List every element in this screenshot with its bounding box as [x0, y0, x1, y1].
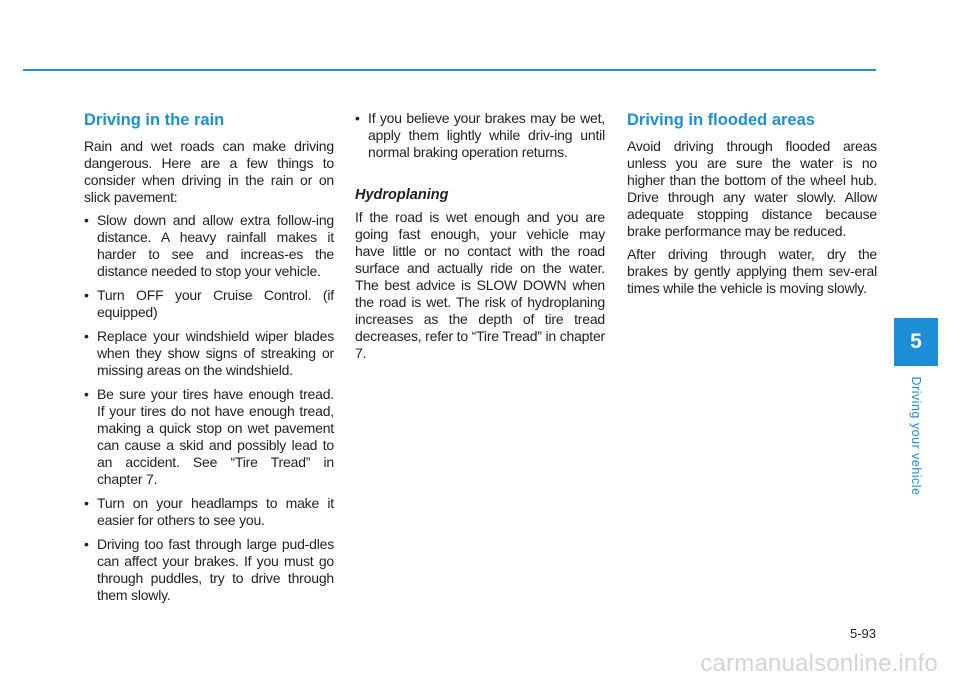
bullet-icon: •: [355, 110, 360, 126]
list-item: • Be sure your tires have enough tread. If your tires do not have enough tread, making a quick stop on wet pavement can cause a skid and possibly lead to an accident. See “Tire Tread” in chapter 7.: [84, 386, 334, 487]
chapter-title: Driving your vehicle: [909, 376, 923, 496]
rain-intro: Rain and wet roads can make driving dangerous. Here are a few things to consider when driving in the rain or on slick pavement:: [84, 138, 334, 205]
heading-driving-in-rain: Driving in the rain: [84, 111, 225, 129]
column-3: [627, 110, 877, 303]
list-item: • Turn on your headlamps to make it easier for others to see you.: [84, 495, 334, 528]
heading-hydroplaning: Hydroplaning: [355, 187, 449, 203]
bullet-icon: •: [84, 328, 89, 344]
list-item: • Turn OFF your Cruise Control. (if equipped): [84, 287, 334, 320]
bullet-icon: •: [84, 536, 89, 552]
heading-driving-in-flooded-areas: Driving in flooded areas: [627, 111, 815, 129]
bullet-icon: •: [84, 495, 89, 511]
rain-tips-list-continued: [355, 110, 605, 161]
bullet-icon: •: [84, 287, 89, 303]
page-number: 5-93: [849, 626, 876, 641]
watermark: carmanualsonline.info: [700, 650, 938, 677]
list-item: • If you believe your brakes may be wet, apply them lightly while driv-ing until normal braking operation returns.: [355, 110, 605, 160]
flooded-paragraph-1: Avoid driving through flooded areas unless you are sure the water is no higher than the bottom of the wheel hub. Drive through any water slowly. Allow adequate stopping distance because brake performance may be reduced.: [627, 138, 877, 239]
list-item: • Slow down and allow extra follow-ing distance. A heavy rainfall makes it harder to see and increas-es the distance needed to stop your vehicle.: [84, 212, 334, 279]
chapter-tab: 5: [894, 318, 938, 366]
column-2: [355, 110, 605, 368]
bullet-icon: •: [84, 386, 89, 402]
list-item: • Driving too fast through large pud-dles can affect your brakes. If you must go through puddles, try to drive through them slowly.: [84, 536, 334, 603]
hydroplaning-body: If the road is wet enough and you are going fast enough, your vehicle may have little or no contact with the road surface and actually ride on the water. The best advice is SLOW DOWN when the road is wet. The risk of hydroplaning increases as the depth of tire tread decreases, refer to “Tire Tread” in chapter 7.: [355, 209, 605, 361]
rain-tips-list: [84, 212, 334, 604]
column-1: [84, 110, 334, 611]
bullet-icon: •: [84, 212, 89, 228]
flooded-paragraph-2: After driving through water, dry the brakes by gently applying them sev-eral times while the vehicle is moving slowly.: [627, 246, 877, 296]
list-item: • Replace your windshield wiper blades when they show signs of streaking or missing areas on the windshield.: [84, 328, 334, 378]
header-rule: [23, 69, 876, 71]
